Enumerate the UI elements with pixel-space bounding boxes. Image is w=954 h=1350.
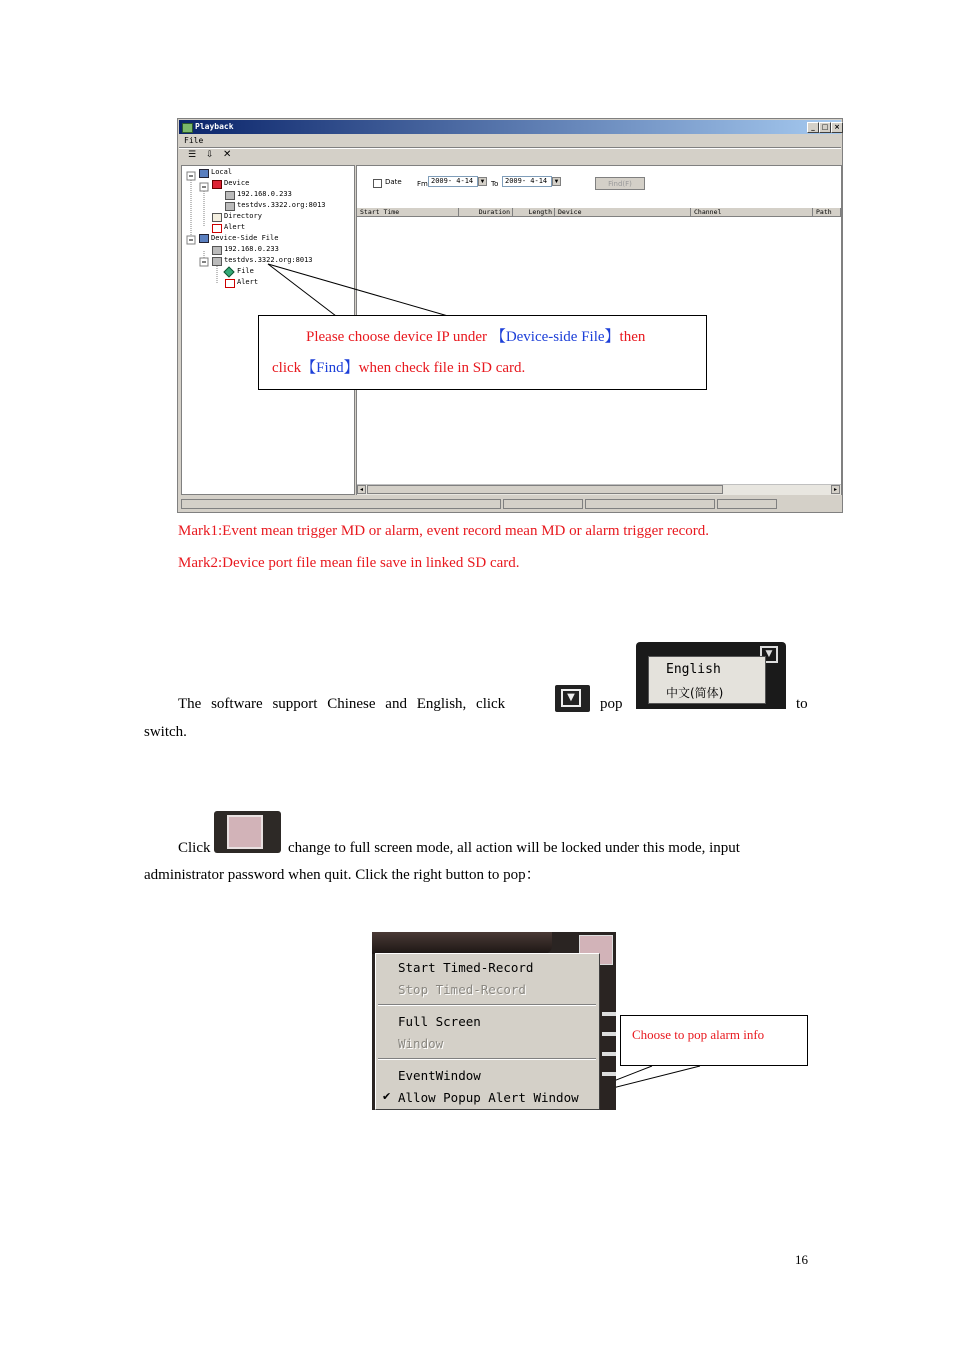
window-title: Playback xyxy=(195,122,234,131)
callout1-line1-c: then xyxy=(619,329,646,345)
column-channel[interactable]: Channel xyxy=(691,208,813,217)
tree-device-side-file[interactable]: Device-Side File xyxy=(211,234,279,242)
from-label: Fm xyxy=(417,180,428,188)
toolbar-delete-icon[interactable]: ✕ xyxy=(223,149,232,160)
toolbar-download-icon[interactable]: ⇩ xyxy=(206,150,214,160)
language-button[interactable] xyxy=(555,685,590,712)
callout1-device-side-file: 【Device-side File】 xyxy=(490,329,620,345)
language-text-a: The software support Chinese and English, click xyxy=(178,696,506,712)
callout1-find: 【Find】 xyxy=(301,360,359,376)
menu-separator xyxy=(378,1004,596,1006)
tree-device[interactable]: Device xyxy=(224,179,250,187)
language-text-b: pop xyxy=(600,696,623,712)
menu-file[interactable]: File xyxy=(184,136,204,145)
column-start-time[interactable]: Start Time xyxy=(357,208,459,217)
language-text-d: switch. xyxy=(144,724,187,740)
menu-start-timed-record[interactable]: Start Timed-Record xyxy=(398,960,534,975)
device-side-file-callout xyxy=(258,315,707,390)
context-menu xyxy=(375,953,600,1110)
menu-stop-timed-record[interactable]: Stop Timed-Record xyxy=(398,982,526,997)
fullscreen-text-a: change to full screen mode, all action will be locked under this mode, input xyxy=(288,840,740,856)
dropdown-arrow-icon: ▼ xyxy=(561,689,581,707)
column-device[interactable]: Device xyxy=(555,208,691,217)
column-length[interactable]: Length xyxy=(513,208,555,217)
popup-dropdown-icon: ▼ xyxy=(760,646,778,663)
page-number: 16 xyxy=(795,1252,808,1267)
menu-separator xyxy=(378,1058,596,1060)
language-option-chinese[interactable]: 中文(简体) xyxy=(666,686,724,700)
tree-local[interactable]: Local xyxy=(211,168,233,176)
language-option-english[interactable]: English xyxy=(666,662,721,677)
scroll-left-icon[interactable]: ◂ xyxy=(357,485,366,494)
fullscreen-square-icon xyxy=(227,815,263,849)
tree-file[interactable]: File xyxy=(237,267,254,275)
language-menu xyxy=(648,656,766,704)
tree-ip1[interactable]: 192.168.0.233 xyxy=(237,190,292,198)
menu-allow-popup-alert-window[interactable]: Allow Popup Alert Window xyxy=(398,1090,579,1105)
fullscreen-text-b: administrator password when quit. Click the right button to pop： xyxy=(144,867,541,883)
check-icon: ✔ xyxy=(382,1090,392,1103)
mark2-text: Mark2:Device port file mean file save in linked SD card. xyxy=(178,555,520,571)
from-date-field[interactable]: 2009- 4-14 xyxy=(428,176,478,187)
toolbar-list-icon[interactable]: ☰ xyxy=(188,150,197,160)
fullscreen-click: Click xyxy=(178,840,211,856)
minimize-icon[interactable]: _ xyxy=(807,122,819,133)
menu-full-screen[interactable]: Full Screen xyxy=(398,1014,481,1029)
find-button[interactable]: Find(F) xyxy=(595,177,645,190)
language-text-c: to xyxy=(796,696,808,712)
menu-window[interactable]: Window xyxy=(398,1036,444,1051)
maximize-icon[interactable]: □ xyxy=(819,122,831,133)
menu-event-window[interactable]: EventWindow xyxy=(398,1068,481,1083)
tree-alert2[interactable]: Alert xyxy=(237,278,259,286)
scroll-right-icon[interactable]: ▸ xyxy=(831,485,840,494)
mark1-text: Mark1:Event mean trigger MD or alarm, event record mean MD or alarm trigger record. xyxy=(178,523,710,539)
tree-directory[interactable]: Directory xyxy=(224,212,262,220)
pop-alarm-callout: Choose to pop alarm info xyxy=(620,1015,808,1066)
column-path[interactable]: Path xyxy=(813,208,841,217)
fullscreen-button[interactable] xyxy=(214,811,281,853)
tree-ip2[interactable]: 192.168.0.233 xyxy=(224,245,279,253)
column-duration[interactable]: Duration xyxy=(459,208,513,217)
date-label: Date xyxy=(385,178,402,186)
to-label: To xyxy=(491,180,499,188)
tree-alert[interactable]: Alert xyxy=(224,223,246,231)
callout1-line2-a: click xyxy=(272,360,302,376)
close-icon[interactable]: × xyxy=(831,122,843,133)
callout1-line1-a: Please choose device IP under xyxy=(306,329,491,345)
callout1-line2-c: when check file in SD card. xyxy=(358,360,526,376)
tree-host2[interactable]: testdvs.3322.org:8013 xyxy=(224,256,313,264)
from-date-dropdown-icon[interactable]: ▼ xyxy=(479,179,486,185)
tree-host1[interactable]: testdvs.3322.org:8013 xyxy=(237,201,326,209)
to-date-dropdown-icon[interactable]: ▼ xyxy=(553,179,560,185)
to-date-field[interactable]: 2009- 4-14 xyxy=(502,176,552,187)
